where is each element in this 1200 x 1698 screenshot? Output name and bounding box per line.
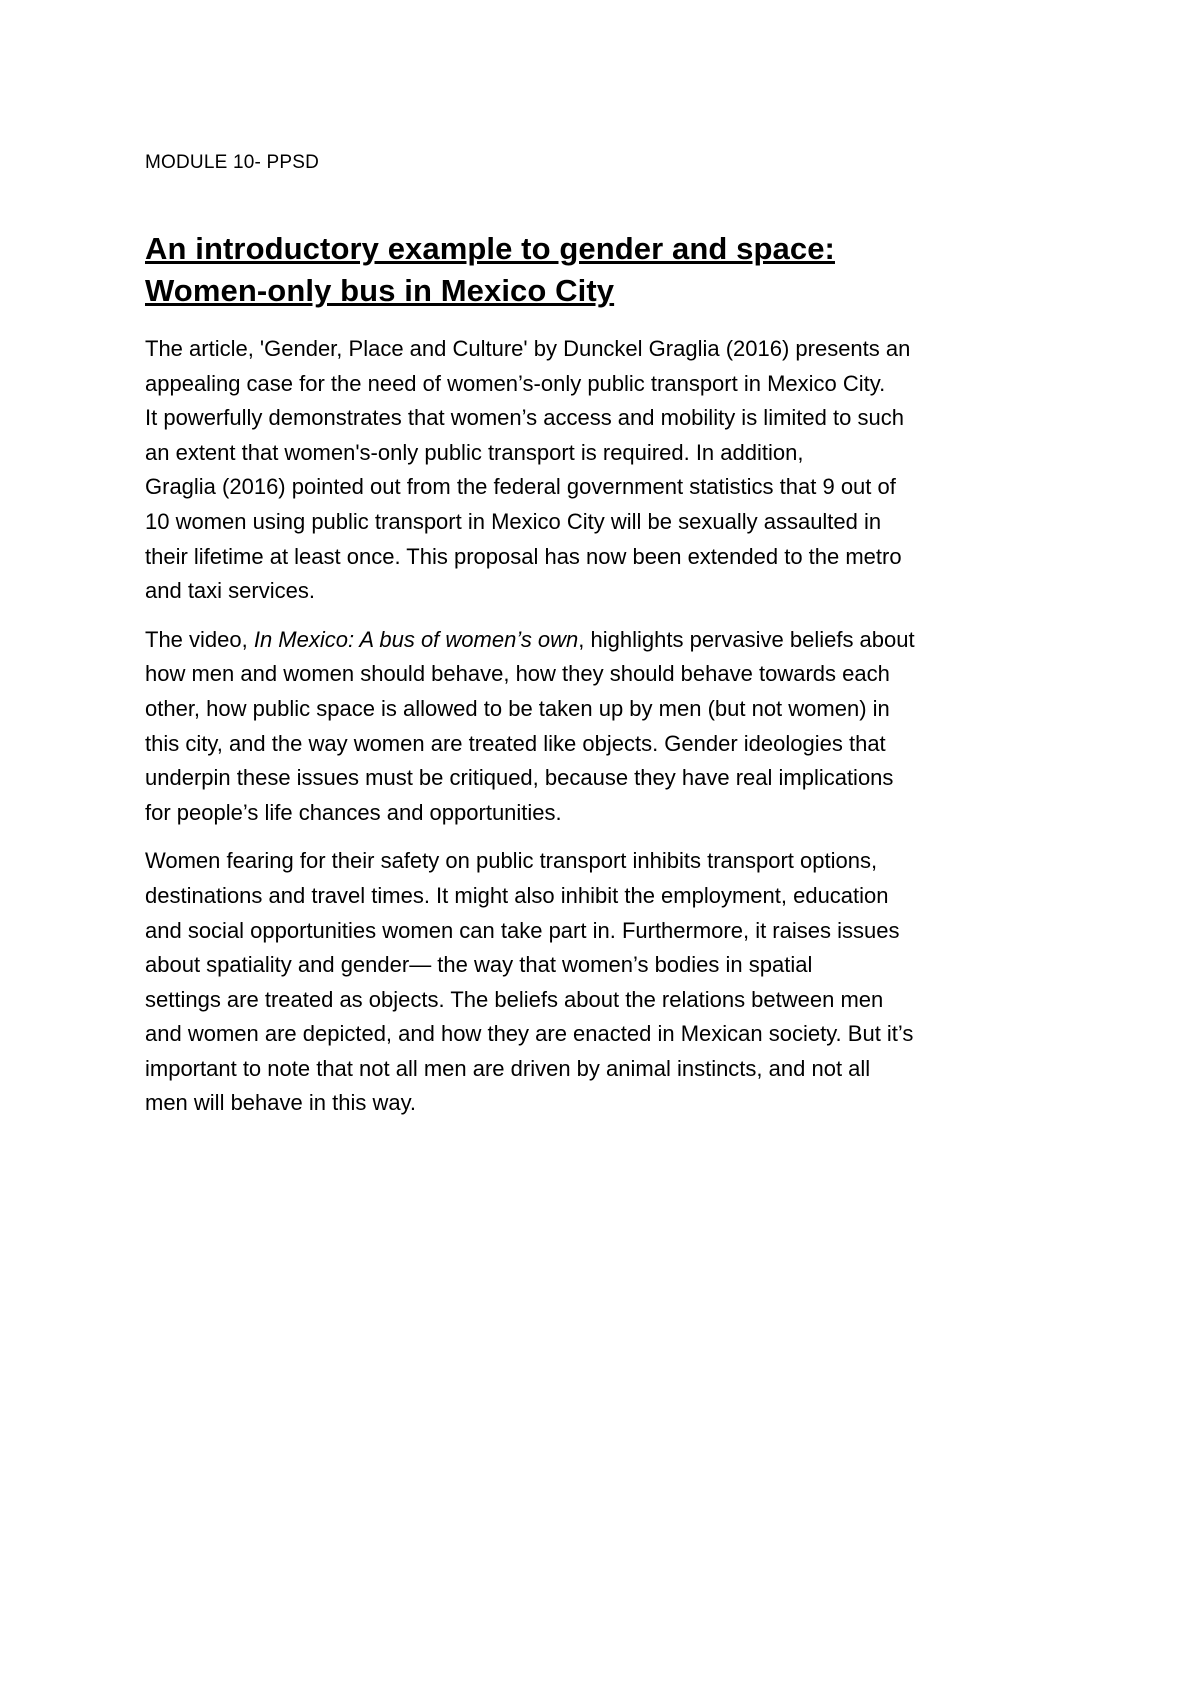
text-line: It powerfully demonstrates that women’s access and mobility is limited to such	[145, 405, 904, 431]
text-line: Graglia (2016) pointed out from the federal government statistics that 9 out of	[145, 474, 896, 500]
text-line: appealing case for the need of women’s-only public transport in Mexico City.	[145, 370, 886, 396]
text-line: about spatiality and gender— the way that women’s bodies in spatial	[145, 952, 813, 978]
text-line: other, how public space is allowed to be taken up by men (but not women) in	[145, 695, 890, 721]
text-line: 10 women using public transport in Mexico City will be sexually assaulted in	[145, 508, 882, 534]
text-run: The video,	[145, 626, 254, 652]
paragraph-3	[145, 844, 1075, 1121]
text-line: important to note that not all men are driven by animal instincts, and not all	[145, 1055, 871, 1081]
text-line: their lifetime at least once. This proposal has now been extended to the metro	[145, 543, 902, 569]
text-line: how men and women should behave, how they should behave towards each	[145, 661, 890, 687]
document-title	[145, 228, 1075, 312]
video-title: In Mexico: A bus of women’s own	[253, 626, 579, 652]
text-line	[145, 623, 1075, 658]
text-line: men will behave in this way.	[145, 1090, 417, 1116]
text-line: this city, and the way women are treated like objects. Gender ideologies that	[145, 730, 886, 756]
text-run: , highlights pervasive beliefs about	[578, 626, 915, 652]
module-label: MODULE 10- PPSD	[145, 152, 320, 173]
text-line: an extent that women's-only public transport is required. In addition,	[145, 439, 804, 465]
text-line: and taxi services.	[145, 578, 315, 604]
title-line-1: An introductory example to gender and space:	[145, 231, 835, 266]
text-line: destinations and travel times. It might also inhibit the employment, education	[145, 882, 889, 908]
document-content	[145, 150, 1075, 1135]
paragraph-2	[145, 623, 1075, 831]
text-line: underpin these issues must be critiqued, because they have real implications	[145, 765, 894, 791]
text-line: settings are treated as objects. The beliefs about the relations between men	[145, 986, 884, 1012]
text-line: The article, 'Gender, Place and Culture' by Dunckel Graglia (2016) presents an	[145, 336, 911, 361]
text-line: and social opportunities women can take part in. Furthermore, it raises issues	[145, 917, 900, 943]
paragraph-1	[145, 332, 1075, 609]
text-line: and women are depicted, and how they are enacted in Mexican society. But it’s	[145, 1021, 914, 1047]
text-line: for people’s life chances and opportunities.	[145, 799, 562, 825]
text-line: Women fearing for their safety on public transport inhibits transport options,	[145, 848, 878, 874]
title-line-2: Women-only bus in Mexico City	[145, 273, 615, 308]
